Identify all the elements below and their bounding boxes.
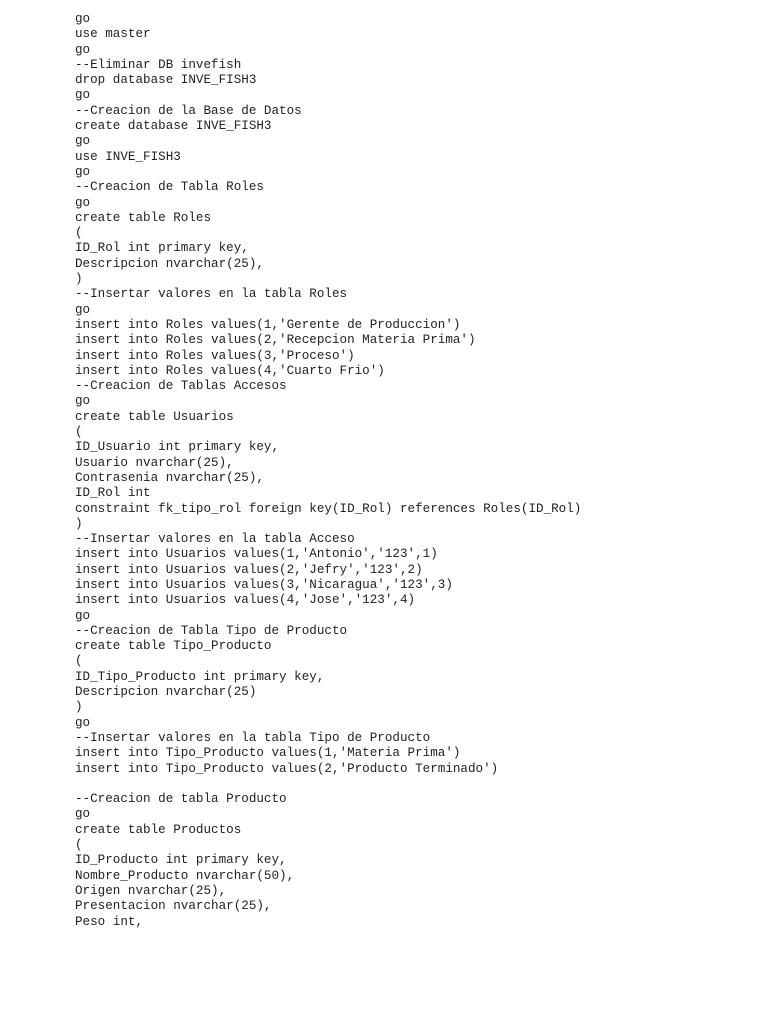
code-line: Descripcion nvarchar(25), <box>75 256 264 271</box>
code-line: go <box>75 88 91 103</box>
code-line: go <box>75 164 91 179</box>
code-line: insert into Tipo_Producto values(1,'Materia Prima') <box>75 746 461 761</box>
code-line: go <box>75 195 91 210</box>
code-line: insert into Roles values(3,'Proceso') <box>75 348 355 363</box>
code-line: --Insertar valores en la tabla Acceso <box>75 532 355 547</box>
code-line: use master <box>75 27 151 42</box>
code-line: --Creacion de la Base de Datos <box>75 103 302 118</box>
code-line: ID_Rol int <box>75 486 151 501</box>
code-line: --Creacion de Tabla Roles <box>75 180 264 195</box>
code-line: go <box>75 134 91 149</box>
code-line: insert into Roles values(4,'Cuarto Frio') <box>75 363 385 378</box>
code-line: --Insertar valores en la tabla Roles <box>75 287 348 302</box>
code-line: ID_Rol int primary key, <box>75 241 249 256</box>
code-line: use INVE_FISH3 <box>75 149 181 164</box>
code-line: Presentacion nvarchar(25), <box>75 899 272 914</box>
code-line: --Creacion de Tablas Accesos <box>75 379 287 394</box>
code-line: --Creacion de tabla Producto <box>75 792 287 807</box>
code-line: ( <box>75 838 83 853</box>
code-line: ( <box>75 226 83 241</box>
code-line: go <box>75 394 91 409</box>
code-line: Nombre_Producto nvarchar(50), <box>75 868 295 883</box>
code-line: ID_Usuario int primary key, <box>75 440 280 455</box>
code-line: go <box>75 715 91 730</box>
code-line: --Insertar valores en la tabla Tipo de Producto <box>75 730 431 745</box>
code-line: --Eliminar DB invefish <box>75 57 242 72</box>
code-line: go <box>75 12 91 26</box>
code-line: go <box>75 302 91 317</box>
code-line: create table Productos <box>75 822 242 837</box>
code-line: Usuario nvarchar(25), <box>75 455 234 470</box>
code-line: create table Tipo_Producto <box>75 639 272 654</box>
code-line: go <box>75 608 91 623</box>
code-line: ) <box>75 516 83 531</box>
code-line: Descripcion nvarchar(25) <box>75 685 257 700</box>
code-line: --Creacion de Tabla Tipo de Producto <box>75 623 348 638</box>
sql-code-block <box>75 12 755 930</box>
code-line: drop database INVE_FISH3 <box>75 73 257 88</box>
code-line: insert into Usuarios values(3,'Nicaragua','123',3) <box>75 577 453 592</box>
code-line: create table Usuarios <box>75 409 234 424</box>
code-line: create database INVE_FISH3 <box>75 119 272 134</box>
code-line: Origen nvarchar(25), <box>75 883 227 898</box>
code-line: ID_Tipo_Producto int primary key, <box>75 669 325 684</box>
code-line: create table Roles <box>75 210 212 225</box>
code-line: ( <box>75 425 83 440</box>
code-line: constraint fk_tipo_rol foreign key(ID_Rol) references Roles(ID_Rol) <box>75 501 582 516</box>
code-line: ID_Producto int primary key, <box>75 853 287 868</box>
code-line: ) <box>75 272 83 287</box>
code-line: ( <box>75 654 83 669</box>
code-line: Contrasenia nvarchar(25), <box>75 470 264 485</box>
code-line: insert into Roles values(2,'Recepcion Materia Prima') <box>75 333 476 348</box>
code-line: insert into Tipo_Producto values(2,'Producto Terminado') <box>75 761 499 776</box>
code-line: Peso int, <box>75 914 144 929</box>
code-line: go <box>75 42 91 57</box>
code-line: insert into Usuarios values(4,'Jose','123',4) <box>75 593 416 608</box>
code-line <box>75 777 755 792</box>
code-line: ) <box>75 700 83 715</box>
code-line: go <box>75 807 91 822</box>
code-line: insert into Usuarios values(2,'Jefry','123',2) <box>75 562 423 577</box>
code-line: insert into Roles values(1,'Gerente de Produccion') <box>75 317 461 332</box>
code-line: insert into Usuarios values(1,'Antonio','123',1) <box>75 547 438 562</box>
